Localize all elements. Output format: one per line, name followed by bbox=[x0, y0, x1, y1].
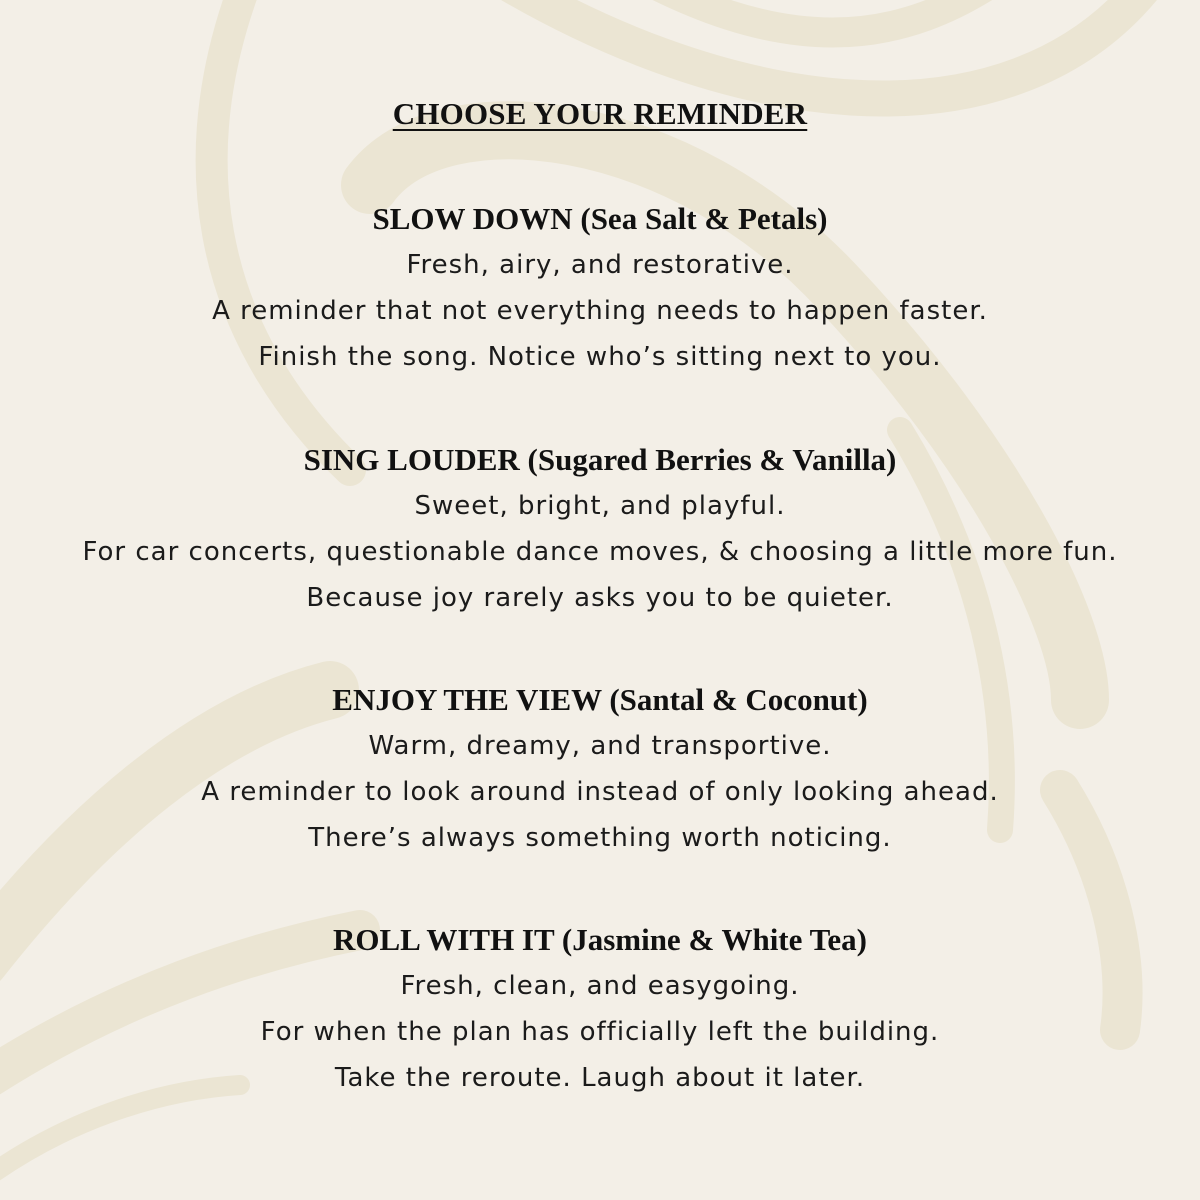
section-description-line: Take the reroute. Laugh about it later. bbox=[334, 1063, 866, 1093]
section-description-line: For when the plan has officially left the building. bbox=[260, 1017, 940, 1047]
section-heading: SING LOUDER (Sugared Berries & Vanilla) bbox=[303, 442, 897, 477]
section-description-line: A reminder that not everything needs to happen faster. bbox=[212, 296, 988, 326]
section-description-line: A reminder to look around instead of only looking ahead. bbox=[201, 777, 999, 807]
reminder-section-roll-with-it bbox=[0, 917, 1200, 1101]
reminder-section-sing-louder bbox=[0, 437, 1200, 621]
section-description-line: Fresh, airy, and restorative. bbox=[406, 250, 794, 280]
section-heading: ENJOY THE VIEW (Santal & Coconut) bbox=[332, 682, 868, 717]
section-description-line: Sweet, bright, and playful. bbox=[414, 491, 786, 521]
section-description-line: There’s always something worth noticing. bbox=[308, 823, 892, 853]
section-description-line: Fresh, clean, and easygoing. bbox=[400, 971, 800, 1001]
reminder-section-slow-down bbox=[0, 196, 1200, 380]
section-description-line: Finish the song. Notice who’s sitting next to you. bbox=[258, 342, 942, 372]
section-heading: SLOW DOWN (Sea Salt & Petals) bbox=[372, 201, 828, 236]
section-description-line: For car concerts, questionable dance moves, & choosing a little more fun. bbox=[82, 537, 1118, 567]
section-description-line: Because joy rarely asks you to be quieter. bbox=[306, 583, 894, 613]
section-description-line: Warm, dreamy, and transportive. bbox=[368, 731, 832, 761]
page-title: CHOOSE YOUR REMINDER bbox=[392, 96, 808, 131]
reminder-section-enjoy-the-view bbox=[0, 677, 1200, 861]
section-heading: ROLL WITH IT (Jasmine & White Tea) bbox=[333, 922, 867, 957]
